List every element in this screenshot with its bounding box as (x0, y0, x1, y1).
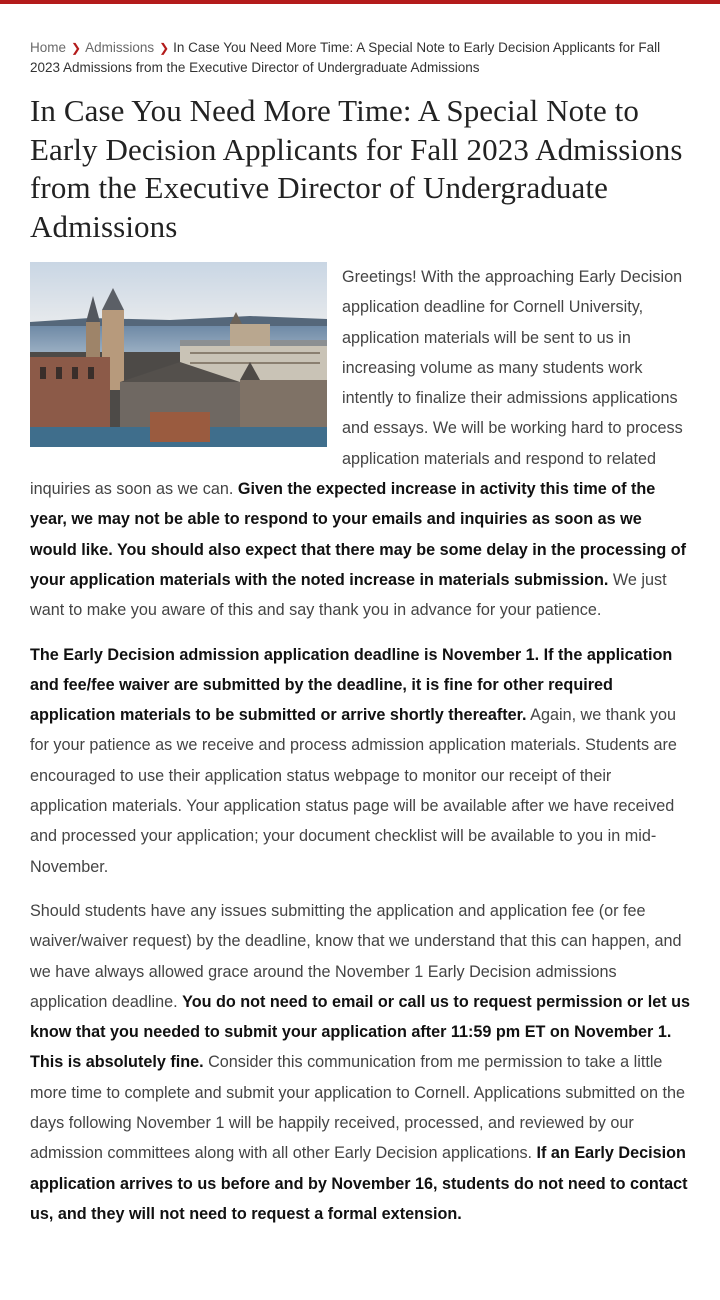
paragraph-3-bold-end: If an Early Decision application arrives to us before and by November 16, students do not need to contact us, and they will not need to request a formal extension. (30, 1144, 688, 1223)
top-accent-bar (0, 0, 720, 4)
paragraph-3-middle: Consider this communication from me permission to take a little more time to complete and submit your application to Cornell. Applications submitted on the days following November 1 will be happily received, processed, and reviewed by our admission committees along with all other Early Decision applications. (30, 1053, 686, 1163)
paragraph-1-text: Greetings! With the approaching Early Decision application deadline for Cornell University, application materials will be sent to us in increasing volume as many students work intently to finalize their admissions applications and essays. We will be working hard to process application materials and respond to related inquiries as soon as we can. (30, 268, 683, 499)
paragraph-3-text: Should students have any issues submitting the application and application fee (or fee waiver/waiver request) by the deadline, know that we understand that this can happen, and we have always allowed grace around the November 1 Early Decision admissions application deadline. (30, 901, 682, 1011)
page-content (30, 38, 690, 1243)
chevron-right-icon: ❯ (159, 41, 170, 55)
paragraph-2-text: Again, we thank you for your patience as we receive and process admission application materials. Students are encouraged to use their application status webpage to monitor our receipt of their application materials. Your application status page will be available after we have received and processed your application; your document checklist will be available to you in mid-November. (30, 706, 677, 876)
campus-photo (30, 262, 327, 447)
paragraph-1-bold: Given the expected increase in activity this time of the year, we may not be able to respond to your emails and inquiries as soon as we would like. You should also expect that there may be some delay in the processing of your application materials with the noted increase in materials submission. (30, 480, 687, 589)
breadcrumb-admissions-link[interactable]: Admissions (85, 40, 155, 55)
breadcrumb-current: In Case You Need More Time: A Special Note to Early Decision Applicants for Fall 2023 Admissions from the Executive Director of Undergraduate Admissions (30, 40, 661, 75)
paragraph-3 (30, 896, 690, 1229)
paragraph-2 (30, 640, 690, 882)
paragraph-2-bold: The Early Decision admission application deadline is November 1. If the application and fee/fee waiver are submitted by the deadline, it is fine for other required application materials to be submitted or arrive shortly thereafter. (30, 645, 673, 725)
page-title: In Case You Need More Time: A Special Note to Early Decision Applicants for Fall 2023 Admissions from the Executive Director of Undergraduate Admissions (30, 93, 683, 244)
breadcrumb-home-link[interactable]: Home (30, 40, 67, 55)
chevron-right-icon: ❯ (71, 41, 82, 55)
breadcrumb (30, 38, 690, 78)
paragraph-1-end: We just want to make you aware of this and say thank you in advance for your patience. (30, 570, 667, 620)
article-body (30, 262, 690, 1229)
paragraph-3-bold: You do not need to email or call us to request permission or let us know that you needed to submit your application after 11:59 pm ET on November 1. This is absolutely fine. (30, 992, 690, 1072)
